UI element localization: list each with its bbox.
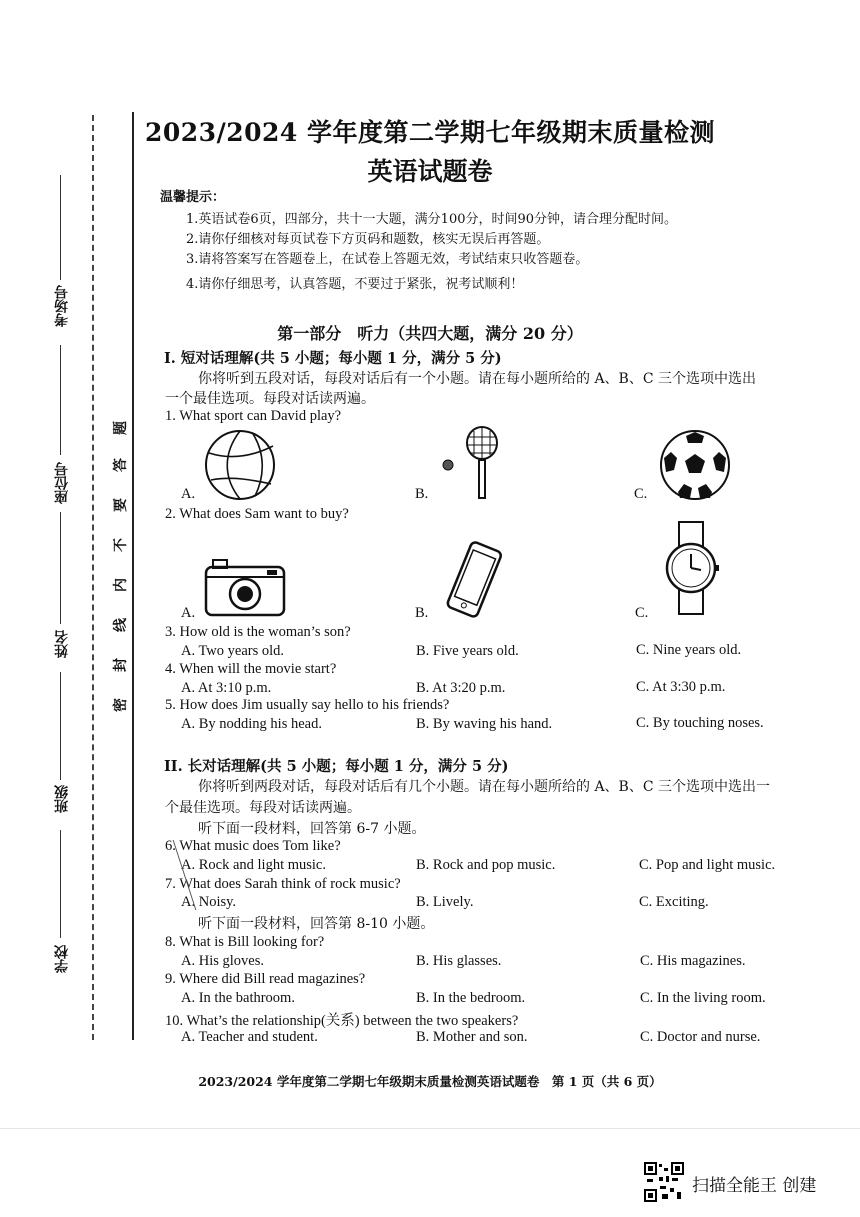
option-a[interactable]: A. In the bathroom.: [181, 990, 295, 1006]
option-c[interactable]: C. By touching noses.: [636, 715, 764, 731]
seal-char: 内: [113, 578, 129, 592]
option-c[interactable]: C. In the living room.: [640, 990, 766, 1006]
section1-instruction: 一个最佳选项。每段对话读两遍。: [165, 391, 375, 407]
question-stem: 7. What does Sarah think of rock music?: [165, 876, 401, 892]
field-line: [60, 672, 61, 780]
smartphone-icon: [440, 540, 506, 620]
binding-line: [132, 112, 134, 1040]
option-a[interactable]: A. By nodding his head.: [181, 716, 322, 732]
page-divider: [0, 1128, 860, 1129]
question-stem: 6. What music does Tom like?: [165, 838, 341, 854]
seal-char: 题: [113, 421, 129, 435]
field-seat: 座位号: [54, 462, 70, 504]
seal-char: 封: [113, 658, 129, 672]
option-b[interactable]: B. Lively.: [416, 894, 474, 910]
tip-item: 4.请你仔细思考，认真答题，不要过于紧张，祝考试顺利！: [186, 277, 524, 292]
option-b[interactable]: B. Rock and pop music.: [416, 857, 556, 873]
cut-line-dashed: [92, 115, 94, 1040]
option-a[interactable]: A. Two years old.: [181, 643, 285, 659]
option-a[interactable]: A.: [181, 486, 196, 502]
option-a[interactable]: A. His gloves.: [181, 953, 264, 969]
seal-char: 密: [113, 698, 129, 712]
question-stem: 1. What sport can David play?: [165, 408, 342, 424]
option-a[interactable]: A. Teacher and student.: [181, 1029, 318, 1045]
question-stem: 3. How old is the woman’s son?: [165, 624, 351, 640]
tennis-racket-icon: [438, 425, 502, 501]
option-a[interactable]: A. Noisy.: [181, 894, 237, 910]
exam-subtitle: 英语试题卷: [367, 157, 493, 186]
tip-item: 1.英语试卷6页，四部分，共十一大题，满分100分，时间90分钟，请合理分配时间。: [186, 212, 678, 227]
option-b[interactable]: B.: [415, 605, 429, 621]
option-a[interactable]: A.: [181, 605, 196, 621]
option-c[interactable]: C. Nine years old.: [636, 642, 742, 658]
field-school: 学校: [54, 945, 70, 973]
listening-lead: 听下面一段材料，回答第 8-10 小题。: [198, 916, 435, 932]
seal-char: 不: [113, 538, 129, 552]
basketball-icon: [203, 428, 277, 502]
field-line: [60, 175, 61, 280]
scanner-watermark: 扫描全能王 创建: [692, 1176, 817, 1196]
question-stem: 4. When will the movie start?: [165, 661, 337, 677]
option-c[interactable]: C. Doctor and nurse.: [640, 1029, 761, 1045]
soccer-ball-icon: [658, 428, 732, 502]
seal-char: 要: [113, 498, 129, 512]
field-exam-room: 考场号: [54, 285, 70, 327]
question-stem: 8. What is Bill looking for?: [165, 934, 325, 950]
question-stem: 5. How does Jim usually say hello to his friends?: [165, 697, 450, 713]
section2-instruction: 个最佳选项。每段对话读两遍。: [165, 800, 361, 816]
option-c[interactable]: C.: [634, 486, 648, 502]
option-b[interactable]: B. Mother and son.: [416, 1029, 528, 1045]
tip-item: 3.请将答案写在答题卷上，在试卷上答题无效，考试结束只收答题卷。: [186, 252, 589, 267]
option-a[interactable]: A. Rock and light music.: [181, 857, 326, 873]
option-c[interactable]: C. Exciting.: [639, 894, 709, 910]
question-stem: 9. Where did Bill read magazines?: [165, 971, 366, 987]
field-name: 姓名: [54, 630, 70, 658]
field-line: [60, 512, 61, 624]
section1-heading: I. 短对话理解(共 5 小题；每小题 1 分，满分 5 分): [164, 350, 502, 367]
option-b[interactable]: B. At 3:20 p.m.: [416, 680, 506, 696]
tip-item: 2.请你仔细核对每页试卷下方页码和题数，核实无误后再答题。: [186, 232, 550, 247]
qr-code-icon: [644, 1162, 684, 1202]
seal-char: 线: [113, 618, 129, 632]
option-b[interactable]: B.: [415, 486, 429, 502]
seal-char: 答: [113, 458, 129, 472]
section2-instruction: 你将听到两段对话，每段对话后有几个小题。请在每小题所给的 A、B、C 三个选项中选出一: [198, 779, 771, 795]
question-stem: 10. What’s the relationship(关系) between the two speakers?: [165, 1013, 519, 1029]
option-c[interactable]: C. His magazines.: [640, 953, 746, 969]
option-c[interactable]: C.: [635, 605, 649, 621]
option-b[interactable]: B. In the bedroom.: [416, 990, 526, 1006]
page-footer: 2023/2024 学年度第二学期七年级期末质量检测英语试题卷 第 1 页（共 6 页）: [198, 1074, 662, 1089]
option-b[interactable]: B. By waving his hand.: [416, 716, 553, 732]
section2-heading: II. 长对话理解(共 5 小题；每小题 1 分，满分 5 分): [164, 758, 509, 775]
option-b[interactable]: B. His glasses.: [416, 953, 502, 969]
section1-instruction: 你将听到五段对话，每段对话后有一个小题。请在每小题所给的 A、B、C 三个选项中选出: [198, 371, 757, 387]
tips-heading: 温馨提示：: [160, 190, 226, 205]
question-stem: 2. What does Sam want to buy?: [165, 506, 349, 522]
listening-lead: 听下面一段材料，回答第 6-7 小题。: [198, 821, 426, 837]
option-a[interactable]: A. At 3:10 p.m.: [181, 680, 272, 696]
option-b[interactable]: B. Five years old.: [416, 643, 519, 659]
exam-title: 2023/2024 学年度第二学期七年级期末质量检测: [145, 118, 715, 147]
wristwatch-icon: [663, 518, 719, 618]
part-heading: 第一部分 听力（共四大题，满分 20 分）: [277, 324, 583, 343]
field-line: [60, 830, 61, 938]
option-c[interactable]: C. Pop and light music.: [639, 857, 776, 873]
option-c[interactable]: C. At 3:30 p.m.: [636, 679, 726, 695]
camera-icon: [203, 555, 287, 619]
field-line: [60, 345, 61, 455]
field-class: 班级: [54, 785, 70, 813]
